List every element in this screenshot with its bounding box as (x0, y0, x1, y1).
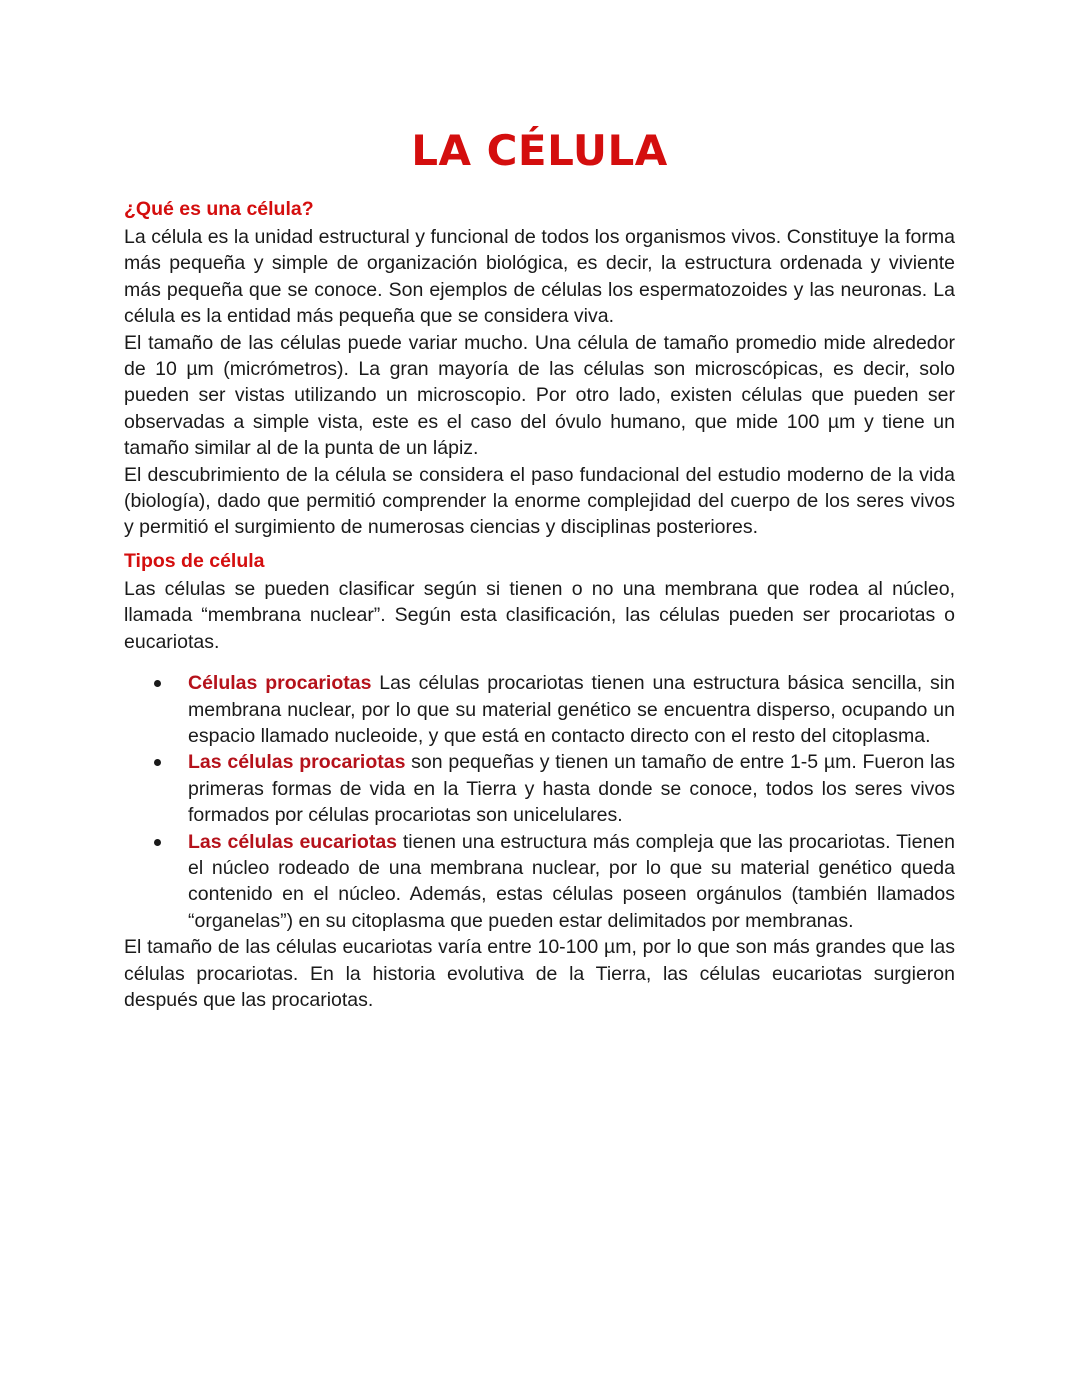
paragraph-definition: La célula es la unidad estructural y funcional de todos los organismos vivos. Constituye la forma más pequeña y simple de organización biológica, es decir, la estructura ordenada y viviente más pequeña que se conoce. Son ejemplos de células los espermatozoides y las neuronas. La célula es la entidad más pequeña que se considera viva. (124, 226, 955, 328)
list-item-text: Las células procariotas tienen una estructura básica sencilla, sin membrana nuclear, por lo que su material genético se encuentra disperso, ocupando un espacio llamado nucleoide, y que está en contacto directo con el resto del citoplasma. (188, 672, 955, 747)
list-item-text: son pequeñas y tienen un tamaño de entre 1-5 µm. Fueron las primeras formas de vida en la Tierra y hasta donde se conoce, todos los seres vivos formados por células procariotas son unicelulares. (188, 751, 955, 827)
document-body (124, 194, 955, 1013)
paragraph-discovery: El descubrimiento de la célula se considera el paso fundacional del estudio moderno de la vida (biología), dado que permitió comprender la enorme complejidad del cuerpo de los seres vivos y permitió el surgimiento de numerosas ciencias y disciplinas posteriores. (124, 463, 955, 539)
list-item-term: Las células eucariotas (188, 830, 398, 853)
bullet-icon (154, 759, 161, 766)
list-item-text: tienen una estructura más compleja que las procariotas. Tienen el núcleo rodeado de una membrana nuclear, por lo que su material genético queda contenido en el núcleo. Además, estas células poseen orgánulos (también llamados “organelas”) en su citoplasma que pueden estar delimitados por membranas. (188, 830, 955, 932)
list-item (124, 829, 955, 935)
paragraph-classification: Las células se pueden clasificar según si tienen o no una membrana que rodea al núcleo, llamada “membrana nuclear”. Según esta clasificación, las células pueden ser procariotas o eucariotas. (124, 577, 955, 653)
bullet-icon (154, 839, 161, 846)
list-item (124, 670, 955, 749)
page-title: LA CÉLULA (411, 126, 668, 175)
list-item-term: Células procariotas (188, 672, 372, 695)
paragraph-eukaryote-size: El tamaño de las células eucariotas varía entre 10-100 µm, por lo que son más grandes que las células procariotas. En la historia evolutiva de la Tierra, las células eucariotas surgieron después que las procariotas. (124, 936, 955, 1011)
list-item (124, 749, 955, 828)
bullet-icon (154, 680, 161, 687)
cell-types-list (124, 670, 955, 934)
section-heading-tipos: Tipos de célula (124, 549, 265, 572)
list-item-term: Las células procariotas (188, 751, 406, 774)
paragraph-size: El tamaño de las células puede variar mucho. Una célula de tamaño promedio mide alrededor de 10 µm (micrómetros). La gran mayoría de las células son microscópicas, es decir, solo pueden ser vistas utilizando un microscopio. Por otro lado, existen células que pueden ser observadas a simple vista, este es el caso del óvulo humano, que mide 100 µm y tiene un tamaño similar al de la punta de un lápiz. (124, 331, 955, 460)
section-heading-que-es: ¿Qué es una célula? (124, 198, 314, 220)
